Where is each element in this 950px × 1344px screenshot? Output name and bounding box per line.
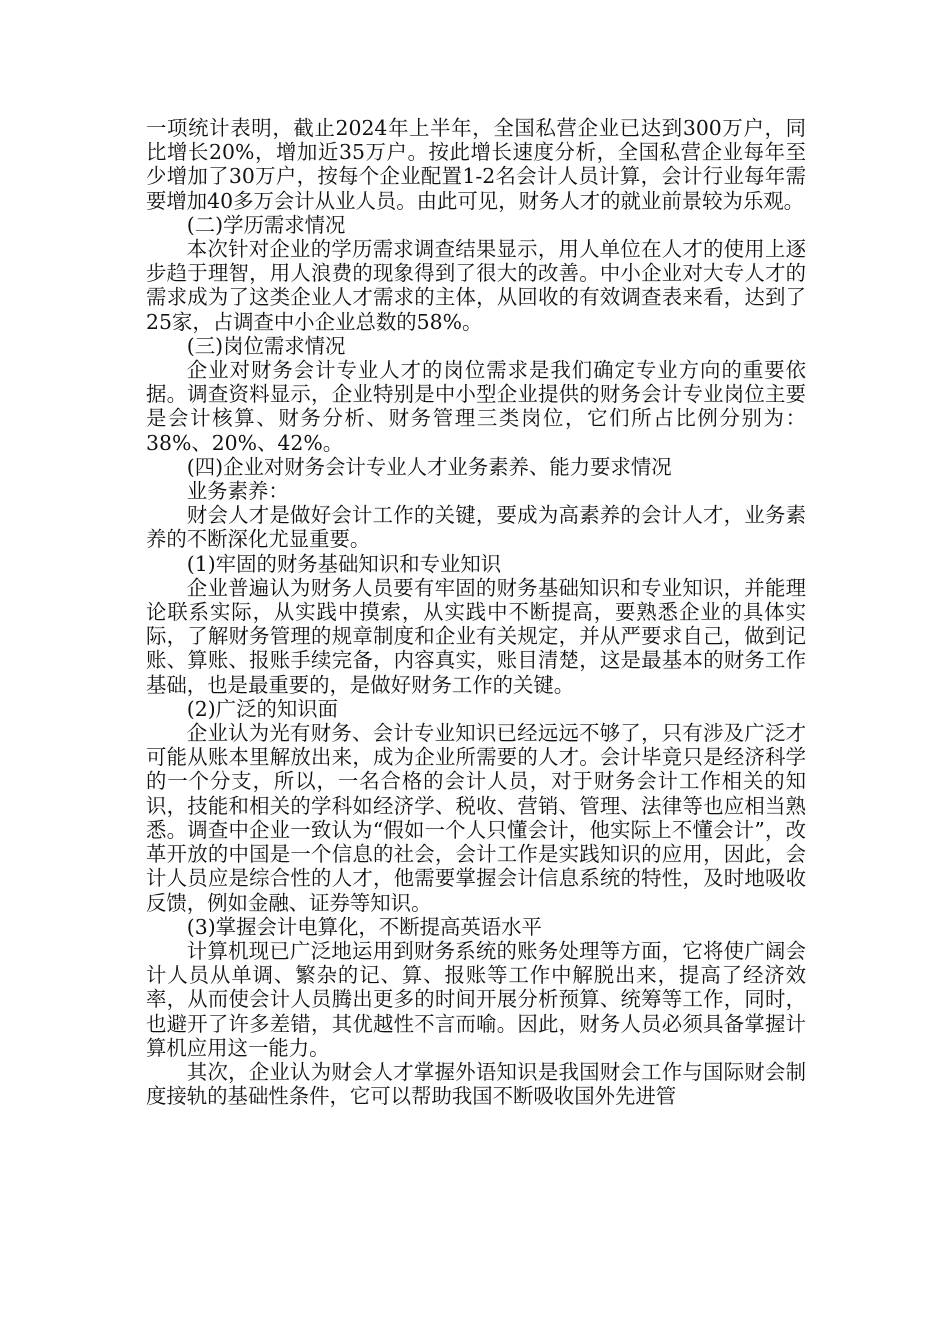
heading-broad-knowledge: (2)广泛的知识面 [186,696,339,721]
paragraph-business-quality: 财会人才是做好会计工作的关键，要成为高素养的会计人才，业务素养的不断深化尤显重要。 [146,503,806,552]
heading-position-demand: (三)岗位需求情况 [186,333,346,358]
heading-quality-ability: (四)企业对财务会计专业人才业务素养、能力要求情况 [186,454,672,479]
paragraph-private-enterprise-stats: 一项统计表明，截止2024年上半年，全国私营企业已达到300万户，同比增长20%，增加近35万户。按此增长速度分析，全国私营企业每年至少增加了30万户，按每个企业配置1-2名会计人员计算，会计行业每年需要增加40多万会计从业人员。由此可见，财务人才的就业前景较为乐观。 [146,116,806,213]
subheading-business-quality: 业务素养： [186,479,289,504]
document-page [146,116,806,1108]
paragraph-broad-knowledge: 企业认为光有财务、会计专业知识已经远远不够了，只有涉及广泛才可能从账本里解放出来，成为企业所需要的人才。会计毕竟只是经济科学的一个分支，所以，一名合格的会计人员，对于财务会计工作相关的知识，技能和相关的学科如经济学、税收、营销、管理、法律等也应相当熟悉。调查中企业一致认为“假如一个人只懂会计，他实际上不懂会计”，改革开放的中国是一个信息的社会，会计工作是实践知识的应用，因此，会计人员应是综合性的人才，他需要掌握会计信息系统的特性，及时地吸收反馈，例如金融、证券等知识。 [146,721,806,915]
heading-solid-knowledge: (1)牢固的财务基础知识和专业知识 [186,551,502,576]
paragraph-position-demand: 企业对财务会计专业人才的岗位需求是我们确定专业方向的重要依据。调查资料显示，企业特别是中小型企业提供的财务会计专业岗位主要是会计核算、财务分析、财务管理三类岗位，它们所占比例分别为：38%、20%、42%。 [146,358,806,455]
heading-computerization-english: (3)掌握会计电算化，不断提高英语水平 [186,914,542,939]
paragraph-foreign-language: 其次，企业认为财会人才掌握外语知识是我国财会工作与国际财会制度接轨的基础性条件，它可以帮助我国不断吸收国外先进管 [146,1059,806,1109]
paragraph-education-demand: 本次针对企业的学历需求调查结果显示，用人单位在人才的使用上逐步趋于理智，用人浪费的现象得到了很大的改善。中小企业对大专人才的需求成为了这类企业人才需求的主体，从回收的有效调查表来看，达到了25家，占调查中小企业总数的58%。 [146,237,806,334]
paragraph-solid-knowledge: 企业普遍认为财务人员要有牢固的财务基础知识和专业知识，并能理论联系实际，从实践中摸索，从实践中不断提高，要熟悉企业的具体实际，了解财务管理的规章制度和企业有关规定，并从严要求自己，做到记账、算账、报账手续完备，内容真实，账目清楚，这是最基本的财务工作基础，也是最重要的，是做好财务工作的关键。 [146,575,806,697]
paragraph-computerization: 计算机现已广泛地运用到财务系统的账务处理等方面，它将使广阔会计人员从单调、繁杂的记、算、报账等工作中解脱出来，提高了经济效率，从而使会计人员腾出更多的时间开展分析预算、统筹等工作，同时，也避开了许多差错，其优越性不言而喻。因此，财务人员必须具备掌握计算机应用这一能力。 [146,938,806,1060]
heading-education-demand: (二)学历需求情况 [186,212,346,237]
